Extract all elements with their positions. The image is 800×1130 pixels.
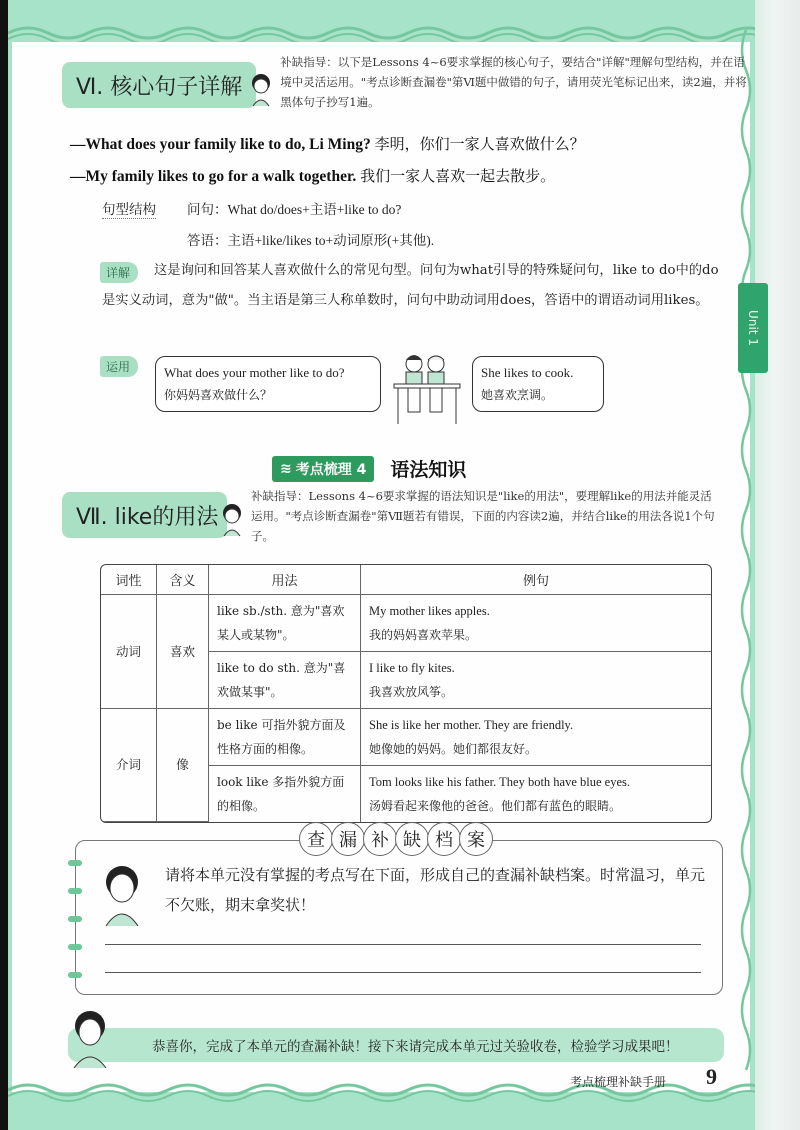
unit-tab[interactable] [738,283,768,373]
section-6-title: Ⅵ. 核心句子详解 [62,62,256,108]
write-line[interactable] [105,972,701,973]
page-number: 9 [706,1064,717,1089]
congrats-banner: 恭喜你，完成了本单元的查漏补缺！接下来请完成本单元过关验收卷，检验学习成果吧！ [68,1028,724,1062]
header-pos: 词性 [101,565,157,595]
page-edge [755,0,800,1130]
cell-pos: 介词 [101,709,157,822]
table-header-row [101,565,711,595]
cell-meaning: 像 [157,709,209,822]
structure-question: 问句：What do/does+主语+like to do? [187,202,402,217]
archive-instructions: 请将本单元没有掌握的考点写在下面，形成自己的查漏补缺档案。时常温习，单元不欠账，期末拿奖状！ [165,866,706,914]
header-meaning: 含义 [157,565,209,595]
cell-example: She is like her mother. They are friendly. 她像她的妈妈。她们都很友好。 [361,709,711,766]
kaodian-badge: ≋ 考点梳理 4 [272,456,374,482]
cell-pos: 动词 [101,595,157,709]
header-example: 例句 [361,565,711,595]
table-row [101,709,711,766]
section-7-guide: 补缺指导：Lessons 4~6要求掌握的语法知识是"like的用法"，要理解like的用法并能灵活运用。"考点诊断查漏卷"第Ⅶ题若有错误，下面的内容读2遍，并结合like的用法各说1个句子。 [251,489,715,543]
binder-ring [68,944,82,950]
footer-book-title: 考点梳理补缺手册 [570,1075,667,1089]
cell-usage: be like 可指外貌方面及性格方面的相像。 [209,709,361,766]
table-row [101,595,711,652]
kaodian-title: 语法知识 [390,459,467,481]
cell-usage: look like 多指外貌方面的相像。 [209,766,361,822]
dialog-line-2: —My family likes to go for a walk together. 我们一家人喜欢一起去散步。 [70,167,556,185]
cell-usage: like sb./sth. 意为"喜欢某人或某物"。 [209,595,361,652]
girl-avatar-icon [219,502,245,538]
write-line[interactable] [105,944,701,945]
usage-tag: 运用 [100,356,138,377]
structure-label: 句型结构 [102,198,156,219]
dialog-line-1: —What does your family like to do, Li Ming? 李明，你们一家人喜欢做什么？ [70,135,585,153]
boy-avatar-icon [248,72,274,108]
binder-ring [68,916,82,922]
section-7-header [62,489,721,546]
cell-meaning: 喜欢 [157,595,209,709]
speech-bubble-right: She likes to cook. 她喜欢烹调。 [472,356,604,412]
kaodian-header [272,455,466,482]
section-6-guide: 补缺指导：以下是Lessons 4~6要求掌握的核心句子，要结合"详解"理解句型结构，并在语境中灵活运用。"考点诊断查漏卷"第Ⅵ题中做错的句子，请用荧光笔标记出来，读2遍，并将黑体句子抄写1遍。 [280,55,747,109]
like-usage-table [100,564,712,823]
cell-example: Tom looks like his father. They both have blue eyes. 汤姆看起来像他的爸爸。他们都有蓝色的眼睛。 [369,775,630,813]
speech-bubble-left: What does your mother like to do? 你妈妈喜欢做什么？ [155,356,381,412]
wave-icon: ≋ [280,460,292,477]
archive-title: 查 漏 补 缺 档 案 [299,822,491,856]
structure-answer: 答语：主语+like/likes to+动词原形(+其他). [187,233,435,248]
boy-avatar-icon [100,862,144,928]
explain-text: 这是询问和回答某人喜欢做什么的常见句型。问句为what引导的特殊疑问句，like to do中的do是实义动词，意为"做"。当主语是第三人称单数时，问句中助动词用does，答语中的谓语动词用likes。 [102,263,719,308]
binder-ring [68,972,82,978]
girl-avatar-icon [66,1008,114,1068]
section-7-title: Ⅶ. like的用法 [62,492,227,538]
explain-tag: 详解 [100,262,138,283]
binder-ring [68,860,82,866]
unit-tab-label: Unit 1 [746,310,761,346]
girls-at-table-illustration [392,352,462,424]
header-usage: 用法 [209,565,361,595]
section-6-header [62,55,750,112]
cell-example: My mother likes apples. 我的妈妈喜欢苹果。 [361,595,711,652]
binder-ring [68,888,82,894]
cell-usage: like to do sth. 意为"喜欢做某事"。 [209,652,361,709]
cell-example: I like to fly kites. 我喜欢放风筝。 [361,652,711,709]
